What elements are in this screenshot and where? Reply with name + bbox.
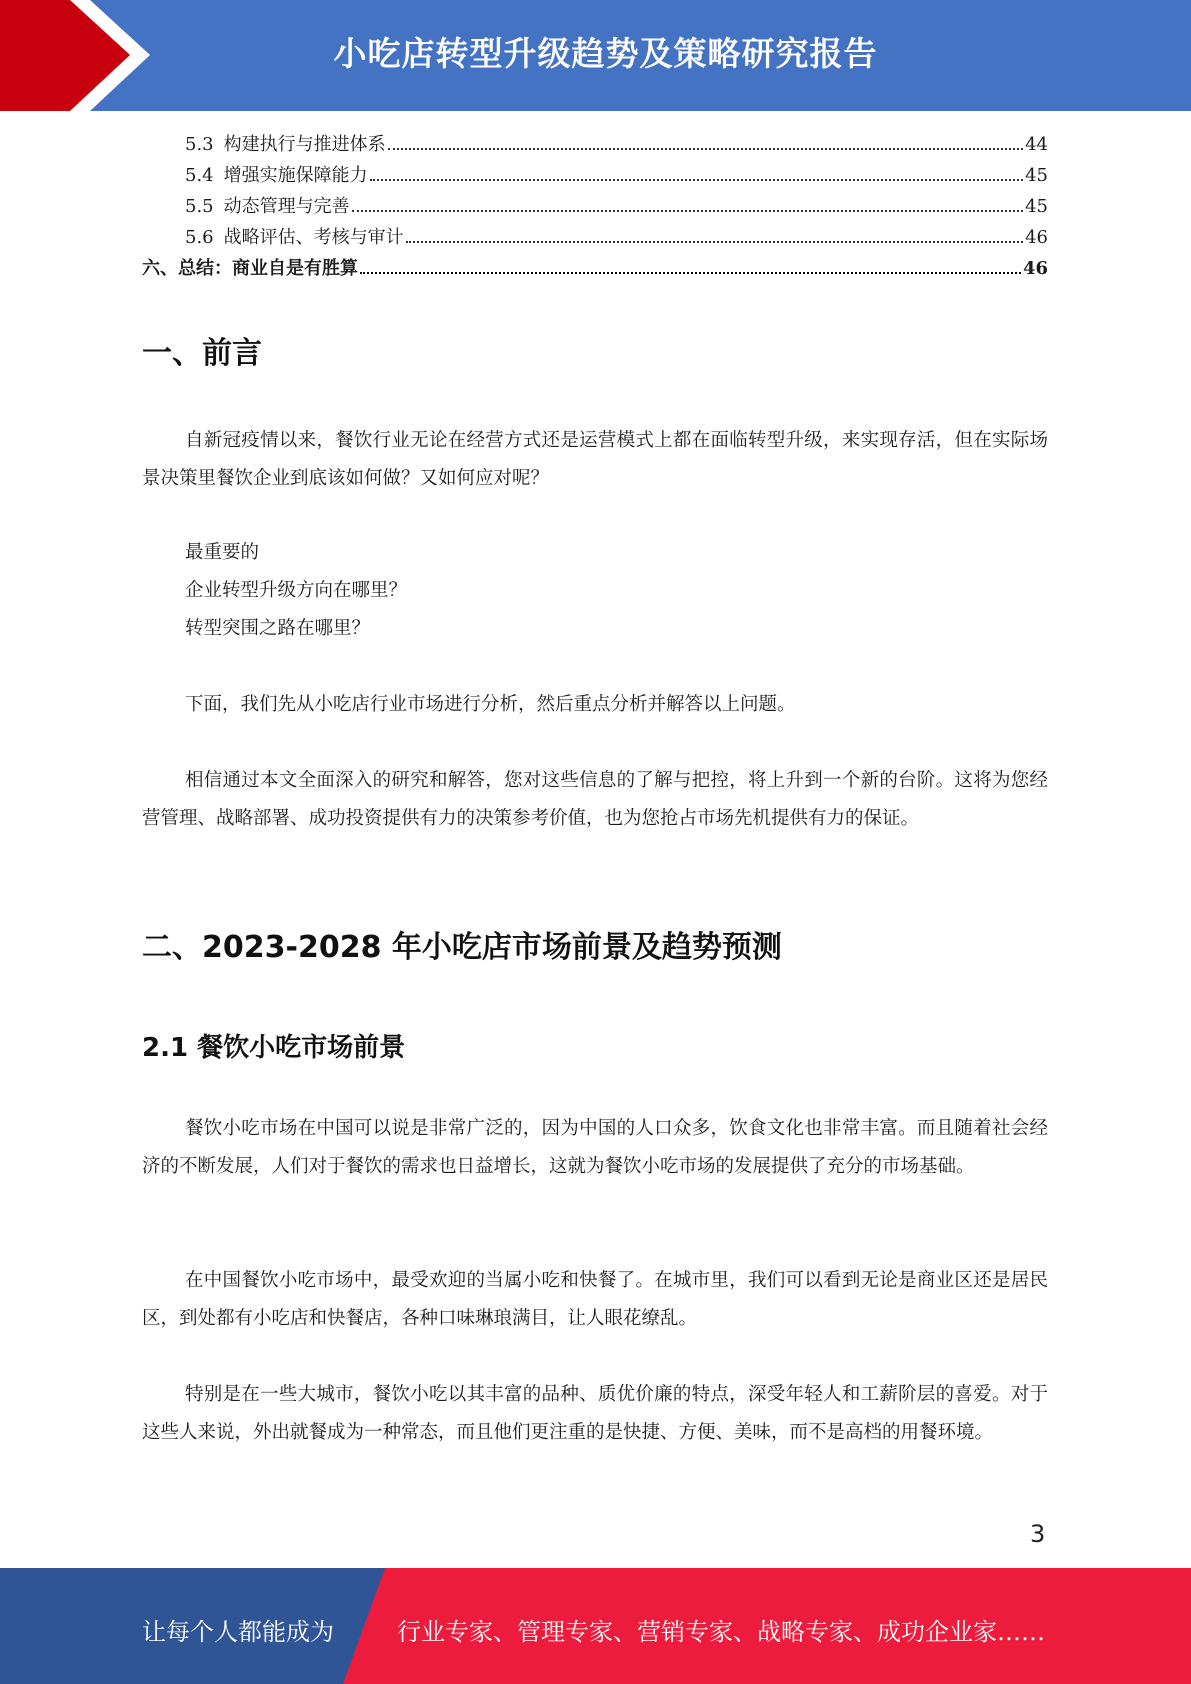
text-line: 企业转型升级方向在哪里？ [185, 580, 408, 601]
page-number: 3 [1030, 1520, 1046, 1548]
section-heading-foreword: 一、前言 [142, 336, 262, 371]
toc-entry[interactable] [142, 223, 1048, 254]
text-line: 转型突围之路在哪里？ [185, 618, 371, 639]
toc-entry-page: 46 [1025, 227, 1048, 248]
footer-slogan-left: 让每个人都能成为 [142, 1618, 334, 1646]
paragraph: 特别是在一些大城市，餐饮小吃以其丰富的品种、质优价廉的特点，深受年轻人和工薪阶层的喜爱。对于这些人来说，外出就餐成为一种常态，而且他们更注重的是快捷、方便、美味，而不是高档的用餐环境。 [142, 1384, 1048, 1443]
toc-entry-chapter[interactable] [142, 254, 1048, 285]
toc-entry-page: 44 [1025, 134, 1048, 155]
subsection-heading: 2.1 餐饮小吃市场前景 [142, 1033, 406, 1063]
toc-leader-dots [370, 179, 1023, 181]
section-heading-market-outlook: 二、2023-2028 年小吃店市场前景及趋势预测 [142, 930, 782, 965]
footer-slogan-right: 行业专家、管理专家、营销专家、战略专家、成功企业家…… [397, 1618, 1045, 1646]
page-footer [0, 1568, 1191, 1684]
toc-leader-dots [352, 210, 1023, 212]
toc-entry-page: 45 [1025, 196, 1048, 217]
toc-leader-dots [388, 148, 1023, 150]
paragraph: 餐饮小吃市场在中国可以说是非常广泛的，因为中国的人口众多，饮食文化也非常丰富。而且随着社会经济的不断发展，人们对于餐饮的需求也日益增长，这就为餐饮小吃市场的发展提供了充分的市场基础。 [142, 1118, 1048, 1177]
paragraph: 相信通过本文全面深入的研究和解答，您对这些信息的了解与把控，将上升到一个新的台阶。这将为您经营管理、战略部署、成功投资提供有力的决策参考价值，也为您抢占市场先机提供有力的保证。 [142, 770, 1048, 829]
toc-entry-title: 战略评估、考核与审计 [223, 227, 404, 248]
toc-leader-dots [406, 241, 1023, 243]
toc-entry[interactable] [142, 161, 1048, 192]
toc-entry[interactable] [142, 130, 1048, 161]
toc-entry-number: 5.5 [185, 196, 214, 217]
toc-entry-page: 46 [1022, 258, 1048, 279]
toc-entry-number: 5.3 [185, 134, 214, 155]
paragraph: 自新冠疫情以来，餐饮行业无论在经营方式还是运营模式上都在面临转型升级，来实现存活，但在实际场景决策里餐饮企业到底该如何做？又如何应对呢？ [142, 430, 1048, 489]
paragraph: 下面，我们先从小吃店行业市场进行分析，然后重点分析并解答以上问题。 [185, 694, 796, 715]
toc-entry-number: 5.6 [185, 227, 214, 248]
toc-entry-title: 动态管理与完善 [223, 196, 350, 217]
toc-entry-title: 增强实施保障能力 [223, 165, 368, 186]
toc-entry-title: 六、总结：商业自是有胜算 [142, 258, 358, 279]
toc-entry[interactable] [142, 192, 1048, 223]
toc-entry-page: 45 [1025, 165, 1048, 186]
table-of-contents [142, 130, 1048, 285]
page-header [0, 0, 1191, 111]
toc-entry-number: 5.4 [185, 165, 214, 186]
toc-entry-title: 构建执行与推进体系 [223, 134, 386, 155]
toc-leader-dots [360, 272, 1021, 274]
paragraph: 在中国餐饮小吃市场中，最受欢迎的当属小吃和快餐了。在城市里，我们可以看到无论是商业区还是居民区，到处都有小吃店和快餐店，各种口味琳琅满目，让人眼花缭乱。 [142, 1270, 1048, 1329]
document-title: 小吃店转型升级趋势及策略研究报告 [333, 34, 878, 73]
text-line: 最重要的 [185, 542, 260, 563]
